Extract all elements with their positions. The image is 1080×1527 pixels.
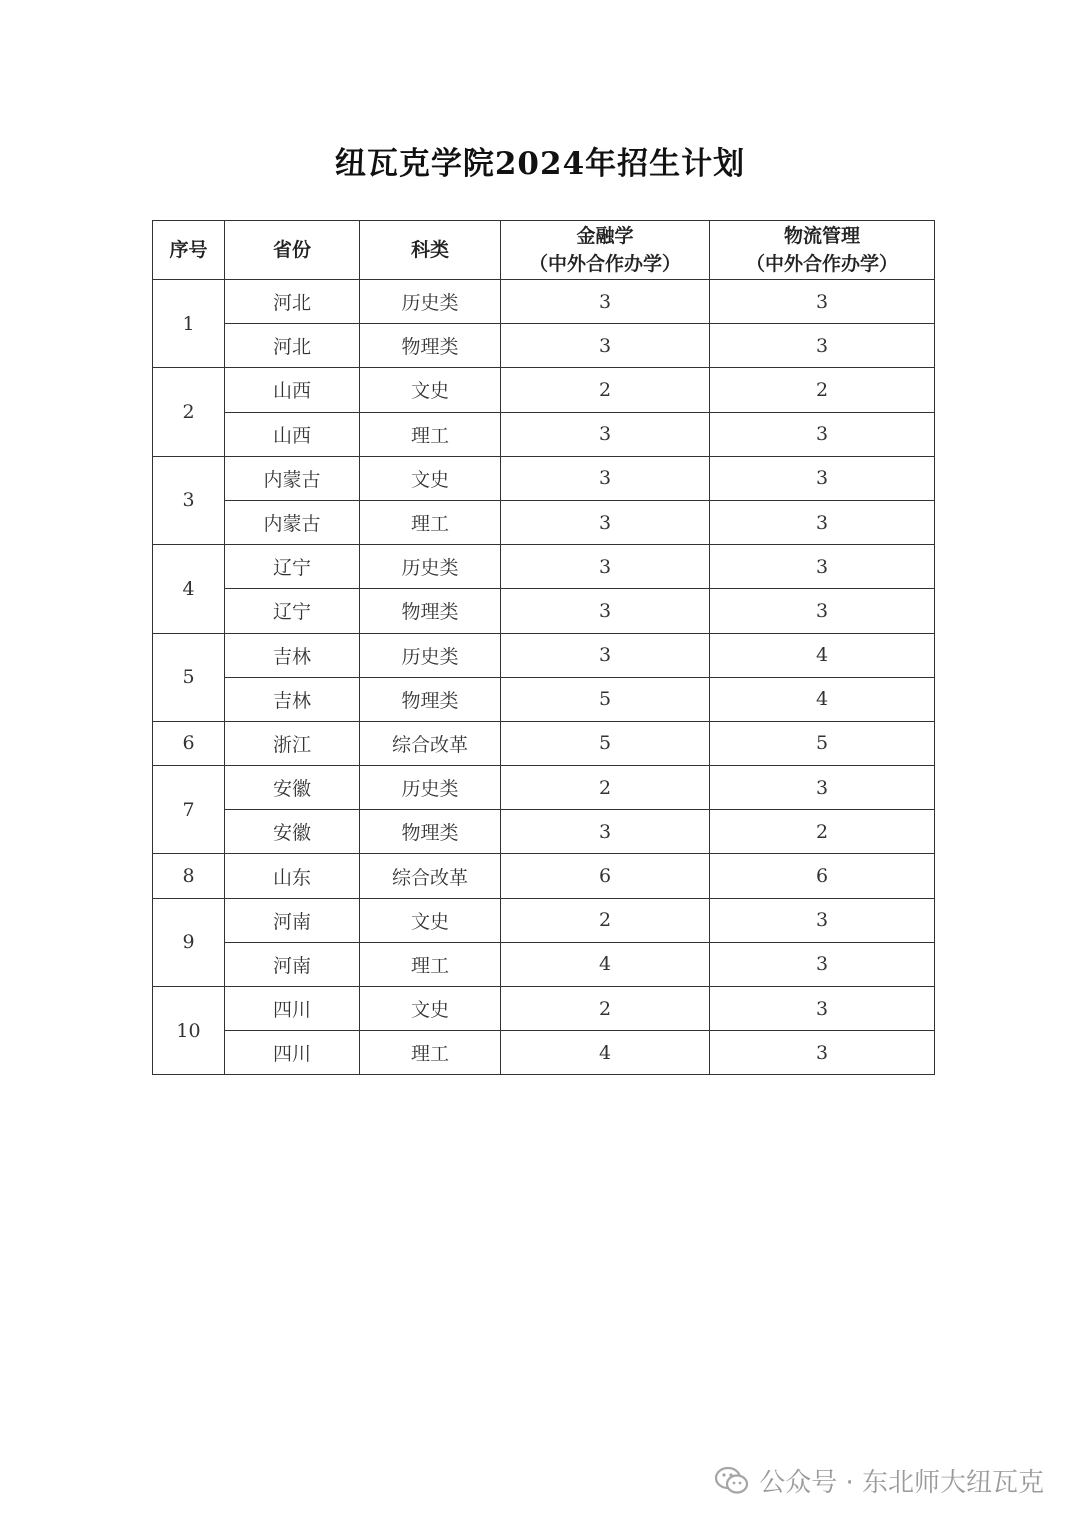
cell-category: 历史类 bbox=[360, 633, 501, 677]
cell-category: 文史 bbox=[360, 898, 501, 942]
cell-province: 内蒙古 bbox=[225, 500, 360, 544]
table-row bbox=[153, 368, 935, 412]
cell-finance: 3 bbox=[501, 456, 710, 500]
cell-province: 辽宁 bbox=[225, 545, 360, 589]
cell-category: 理工 bbox=[360, 412, 501, 456]
cell-province: 山东 bbox=[225, 854, 360, 898]
cell-finance: 3 bbox=[501, 633, 710, 677]
cell-finance: 5 bbox=[501, 677, 710, 721]
cell-province: 河北 bbox=[225, 280, 360, 324]
cell-finance: 2 bbox=[501, 987, 710, 1031]
cell-category: 文史 bbox=[360, 368, 501, 412]
header-logistics bbox=[710, 221, 935, 280]
cell-finance: 3 bbox=[501, 280, 710, 324]
table-row bbox=[153, 942, 935, 986]
cell-logistics: 3 bbox=[710, 280, 935, 324]
cell-province: 内蒙古 bbox=[225, 456, 360, 500]
table-row bbox=[153, 810, 935, 854]
cell-province: 河南 bbox=[225, 898, 360, 942]
table-header-row bbox=[153, 221, 935, 280]
table-body bbox=[153, 280, 935, 1075]
header-logistics-note: （中外合作办学） bbox=[745, 253, 898, 275]
table-row bbox=[153, 545, 935, 589]
cell-index: 7 bbox=[153, 766, 225, 854]
table-row bbox=[153, 633, 935, 677]
cell-logistics: 3 bbox=[710, 1031, 935, 1075]
cell-finance: 3 bbox=[501, 810, 710, 854]
cell-province: 河北 bbox=[225, 324, 360, 368]
cell-logistics: 3 bbox=[710, 942, 935, 986]
cell-logistics: 4 bbox=[710, 677, 935, 721]
cell-category: 历史类 bbox=[360, 545, 501, 589]
cell-category: 历史类 bbox=[360, 280, 501, 324]
table-row bbox=[153, 1031, 935, 1075]
cell-province: 吉林 bbox=[225, 633, 360, 677]
header-logistics-label: 物流管理 bbox=[783, 225, 860, 247]
cell-province: 四川 bbox=[225, 987, 360, 1031]
cell-province: 四川 bbox=[225, 1031, 360, 1075]
cell-category: 理工 bbox=[360, 500, 501, 544]
cell-province: 山西 bbox=[225, 368, 360, 412]
cell-logistics: 2 bbox=[710, 810, 935, 854]
page-title: 纽瓦克学院2024年招生计划 bbox=[334, 146, 746, 182]
table-row bbox=[153, 898, 935, 942]
cell-category: 物理类 bbox=[360, 324, 501, 368]
table-row bbox=[153, 854, 935, 898]
watermark-text: 公众号 · 东北师大纽瓦克 bbox=[759, 1468, 1044, 1498]
cell-category: 物理类 bbox=[360, 677, 501, 721]
cell-index: 10 bbox=[153, 987, 225, 1075]
cell-category: 综合改革 bbox=[360, 854, 501, 898]
cell-index: 8 bbox=[153, 854, 225, 898]
cell-logistics: 3 bbox=[710, 987, 935, 1031]
table-row bbox=[153, 987, 935, 1031]
cell-logistics: 4 bbox=[710, 633, 935, 677]
cell-finance: 3 bbox=[501, 500, 710, 544]
cell-category: 综合改革 bbox=[360, 721, 501, 765]
table-row bbox=[153, 721, 935, 765]
cell-province: 辽宁 bbox=[225, 589, 360, 633]
cell-finance: 6 bbox=[501, 854, 710, 898]
cell-category: 文史 bbox=[360, 987, 501, 1031]
table-row bbox=[153, 324, 935, 368]
cell-finance: 3 bbox=[501, 324, 710, 368]
header-finance bbox=[501, 221, 710, 280]
cell-index: 9 bbox=[153, 898, 225, 986]
cell-province: 浙江 bbox=[225, 721, 360, 765]
table-row bbox=[153, 766, 935, 810]
cell-logistics: 3 bbox=[710, 545, 935, 589]
cell-province: 安徽 bbox=[225, 810, 360, 854]
cell-logistics: 2 bbox=[710, 368, 935, 412]
cell-province: 河南 bbox=[225, 942, 360, 986]
header-province: 省份 bbox=[225, 221, 360, 280]
cell-logistics: 3 bbox=[710, 898, 935, 942]
cell-province: 山西 bbox=[225, 412, 360, 456]
cell-index: 4 bbox=[153, 545, 225, 633]
cell-logistics: 5 bbox=[710, 721, 935, 765]
cell-category: 理工 bbox=[360, 1031, 501, 1075]
cell-index: 2 bbox=[153, 368, 225, 456]
cell-finance: 3 bbox=[501, 545, 710, 589]
cell-category: 历史类 bbox=[360, 766, 501, 810]
cell-finance: 3 bbox=[501, 412, 710, 456]
header-finance-label: 金融学 bbox=[576, 225, 634, 247]
cell-category: 物理类 bbox=[360, 810, 501, 854]
cell-finance: 4 bbox=[501, 1031, 710, 1075]
cell-logistics: 6 bbox=[710, 854, 935, 898]
cell-logistics: 3 bbox=[710, 412, 935, 456]
cell-category: 理工 bbox=[360, 942, 501, 986]
cell-logistics: 3 bbox=[710, 766, 935, 810]
wechat-icon bbox=[715, 1466, 749, 1496]
cell-category: 文史 bbox=[360, 456, 501, 500]
cell-finance: 2 bbox=[501, 368, 710, 412]
cell-logistics: 3 bbox=[710, 456, 935, 500]
table-row bbox=[153, 677, 935, 721]
cell-finance: 2 bbox=[501, 766, 710, 810]
enrollment-table bbox=[152, 220, 935, 1075]
header-index: 序号 bbox=[153, 221, 225, 280]
cell-finance: 3 bbox=[501, 589, 710, 633]
cell-finance: 2 bbox=[501, 898, 710, 942]
cell-logistics: 3 bbox=[710, 324, 935, 368]
cell-index: 6 bbox=[153, 721, 225, 765]
cell-index: 5 bbox=[153, 633, 225, 721]
cell-logistics: 3 bbox=[710, 500, 935, 544]
cell-index: 3 bbox=[153, 456, 225, 544]
cell-province: 吉林 bbox=[225, 677, 360, 721]
cell-index: 1 bbox=[153, 280, 225, 368]
cell-logistics: 3 bbox=[710, 589, 935, 633]
cell-finance: 4 bbox=[501, 942, 710, 986]
cell-province: 安徽 bbox=[225, 766, 360, 810]
table-row bbox=[153, 500, 935, 544]
cell-category: 物理类 bbox=[360, 589, 501, 633]
header-finance-note: （中外合作办学） bbox=[528, 253, 681, 275]
table-row bbox=[153, 456, 935, 500]
table-row bbox=[153, 589, 935, 633]
watermark bbox=[715, 1462, 1044, 1499]
cell-finance: 5 bbox=[501, 721, 710, 765]
table-row bbox=[153, 280, 935, 324]
table-row bbox=[153, 412, 935, 456]
header-category: 科类 bbox=[360, 221, 501, 280]
